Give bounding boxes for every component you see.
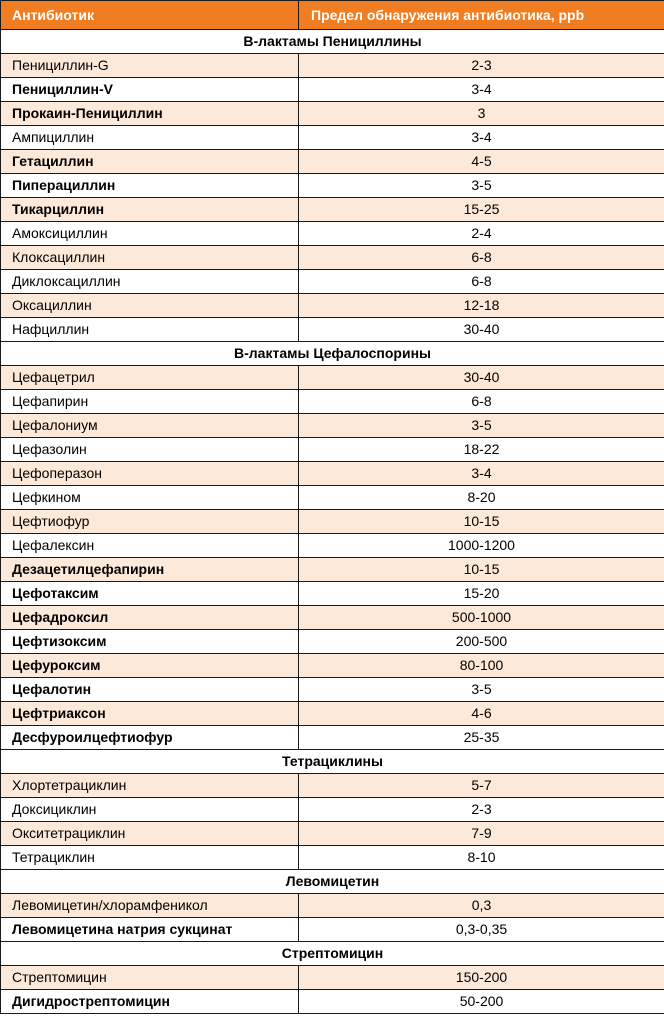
antibiotic-name: Цефапирин	[1, 390, 299, 414]
table-row	[1, 774, 664, 798]
detection-limit-value: 1000-1200	[299, 534, 664, 558]
detection-limit-value: 0,3-0,35	[299, 918, 664, 942]
table-row	[1, 678, 664, 702]
table-row	[1, 510, 664, 534]
section-title: Тетрациклины	[1, 750, 664, 774]
table-row	[1, 846, 664, 870]
table-row	[1, 990, 664, 1014]
antibiotic-name: Цефоперазон	[1, 462, 299, 486]
detection-limit-value: 3-4	[299, 462, 664, 486]
section-title: Стрептомицин	[1, 942, 664, 966]
detection-limit-value: 3-5	[299, 678, 664, 702]
table-header	[1, 1, 664, 30]
table-row	[1, 534, 664, 558]
detection-limit-value: 6-8	[299, 270, 664, 294]
antibiotic-name: Тетрациклин	[1, 846, 299, 870]
table-row	[1, 198, 664, 222]
detection-limit-value: 30-40	[299, 318, 664, 342]
detection-limit-value: 5-7	[299, 774, 664, 798]
antibiotic-name: Дезацетилцефапирин	[1, 558, 299, 582]
detection-limit-value: 10-15	[299, 558, 664, 582]
column-header-detection-limit: Предел обнаружения антибиотика, ppb	[299, 1, 664, 30]
section-header-row	[1, 942, 664, 966]
detection-limit-value: 3	[299, 102, 664, 126]
antibiotic-name: Цефтриаксон	[1, 702, 299, 726]
antibiotic-name: Пенициллин-G	[1, 54, 299, 78]
antibiotic-name: Цефазолин	[1, 438, 299, 462]
antibiotic-name: Гетациллин	[1, 150, 299, 174]
detection-limit-value: 18-22	[299, 438, 664, 462]
antibiotic-name: Цефалексин	[1, 534, 299, 558]
section-title: В-лактамы Пенициллины	[1, 30, 664, 54]
detection-limit-value: 2-3	[299, 798, 664, 822]
table-row	[1, 822, 664, 846]
table-row	[1, 726, 664, 750]
antibiotic-name: Цефотаксим	[1, 582, 299, 606]
antibiotic-name: Цефтизоксим	[1, 630, 299, 654]
section-title: В-лактамы Цефалоспорины	[1, 342, 664, 366]
section-title: Левомицетин	[1, 870, 664, 894]
table-row	[1, 606, 664, 630]
detection-limit-value: 6-8	[299, 390, 664, 414]
detection-limit-value: 500-1000	[299, 606, 664, 630]
antibiotic-name: Хлортетрациклин	[1, 774, 299, 798]
antibiotic-name: Доксициклин	[1, 798, 299, 822]
detection-limit-value: 150-200	[299, 966, 664, 990]
detection-limit-value: 30-40	[299, 366, 664, 390]
detection-limit-value: 15-20	[299, 582, 664, 606]
table-row	[1, 294, 664, 318]
antibiotic-name: Цефкином	[1, 486, 299, 510]
antibiotic-name: Цефтиофур	[1, 510, 299, 534]
antibiotic-name: Цефуроксим	[1, 654, 299, 678]
table-row	[1, 462, 664, 486]
table-body	[1, 30, 664, 1014]
antibiotic-name: Цефалониум	[1, 414, 299, 438]
detection-limit-value: 25-35	[299, 726, 664, 750]
table-row	[1, 246, 664, 270]
antibiotic-name: Пиперациллин	[1, 174, 299, 198]
table-row	[1, 654, 664, 678]
antibiotic-name: Диклоксациллин	[1, 270, 299, 294]
table-row	[1, 798, 664, 822]
antibiotic-name: Стрептомицин	[1, 966, 299, 990]
antibiotic-name: Пенициллин-V	[1, 78, 299, 102]
detection-limit-value: 8-20	[299, 486, 664, 510]
detection-limit-value: 4-5	[299, 150, 664, 174]
detection-limit-value: 50-200	[299, 990, 664, 1014]
table-row	[1, 318, 664, 342]
table-row	[1, 558, 664, 582]
antibiotic-name: Амоксициллин	[1, 222, 299, 246]
table-row	[1, 54, 664, 78]
table-row	[1, 366, 664, 390]
antibiotic-name: Прокаин-Пенициллин	[1, 102, 299, 126]
table-row	[1, 894, 664, 918]
antibiotic-name: Тикарциллин	[1, 198, 299, 222]
antibiotic-name: Окситетрациклин	[1, 822, 299, 846]
detection-limit-value: 80-100	[299, 654, 664, 678]
section-header-row	[1, 30, 664, 54]
detection-limit-value: 8-10	[299, 846, 664, 870]
antibiotic-name: Левомицетина натрия сукцинат	[1, 918, 299, 942]
antibiotic-name: Ампициллин	[1, 126, 299, 150]
detection-limit-value: 10-15	[299, 510, 664, 534]
table-row	[1, 78, 664, 102]
table-row	[1, 630, 664, 654]
detection-limit-value: 6-8	[299, 246, 664, 270]
section-header-row	[1, 342, 664, 366]
detection-limit-value: 3-5	[299, 414, 664, 438]
column-header-antibiotic: Антибиотик	[1, 1, 299, 30]
table-row	[1, 126, 664, 150]
antibiotic-name: Цефалотин	[1, 678, 299, 702]
antibiotic-name: Цефацетрил	[1, 366, 299, 390]
table-row	[1, 414, 664, 438]
detection-limit-value: 200-500	[299, 630, 664, 654]
antibiotic-name: Нафциллин	[1, 318, 299, 342]
detection-limit-value: 2-3	[299, 54, 664, 78]
table-row	[1, 438, 664, 462]
section-header-row	[1, 870, 664, 894]
antibiotic-name: Левомицетин/хлорамфеникол	[1, 894, 299, 918]
detection-limit-value: 0,3	[299, 894, 664, 918]
table-row	[1, 966, 664, 990]
table-row	[1, 702, 664, 726]
detection-limit-value: 3-4	[299, 126, 664, 150]
table-row	[1, 222, 664, 246]
detection-limit-value: 3-4	[299, 78, 664, 102]
table-row	[1, 390, 664, 414]
detection-limit-value: 7-9	[299, 822, 664, 846]
antibiotic-name: Клоксациллин	[1, 246, 299, 270]
detection-limit-value: 2-4	[299, 222, 664, 246]
detection-limit-value: 12-18	[299, 294, 664, 318]
section-header-row	[1, 750, 664, 774]
antibiotic-name: Оксациллин	[1, 294, 299, 318]
antibiotic-name: Цефадроксил	[1, 606, 299, 630]
table-row	[1, 270, 664, 294]
table-row	[1, 486, 664, 510]
detection-limit-value: 15-25	[299, 198, 664, 222]
table-row	[1, 174, 664, 198]
detection-limit-value: 4-6	[299, 702, 664, 726]
detection-limit-value: 3-5	[299, 174, 664, 198]
table-row	[1, 918, 664, 942]
antibiotic-name: Десфуроилцефтиофур	[1, 726, 299, 750]
table-row	[1, 102, 664, 126]
table-row	[1, 150, 664, 174]
antibiotic-name: Дигидрострептомицин	[1, 990, 299, 1014]
table-row	[1, 582, 664, 606]
